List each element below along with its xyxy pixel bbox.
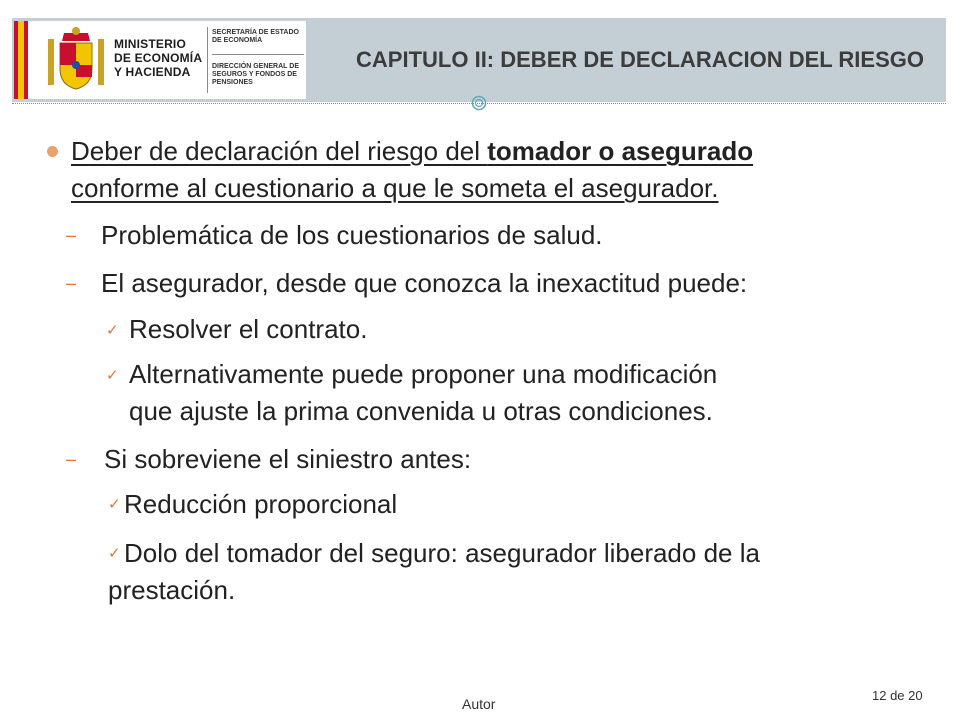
check-item-1: Resolver el contrato. xyxy=(129,314,368,344)
dash-icon: – xyxy=(66,273,77,293)
check-item-4-line-1: Dolo del tomador del seguro: asegurador liberado de la xyxy=(124,538,760,568)
check-icon: ✓ xyxy=(106,322,119,339)
check-icon: ✓ xyxy=(108,545,121,562)
secretaria-name: SECRETARÍA DE ESTADO DE ECONOMÍA xyxy=(212,29,299,44)
dash-icon: – xyxy=(66,449,77,469)
ministry-name: MINISTERIO DE ECONOMÍA Y HACIENDA xyxy=(114,37,202,79)
slide-title: CAPITULO II: DEBER DE DECLARACION DEL RIESGO xyxy=(356,47,924,72)
dash-icon: – xyxy=(66,225,77,245)
check-item-4-line-2: prestación. xyxy=(108,575,236,605)
direccion-name: DIRECCIÓN GENERAL DE SEGUROS Y FONDOS DE PENSIONES xyxy=(212,63,299,86)
check-item-3: Reducción proporcional xyxy=(124,489,398,519)
check-item-2-line-1: Alternativamente puede proponer una modificación xyxy=(129,359,718,389)
bullet-text: Deber de declaración del riesgo del xyxy=(71,136,488,166)
check-item-2-line-2: que ajuste la prima convenida u otras condiciones. xyxy=(129,396,713,426)
sub-item-1: Problemática de los cuestionarios de salud. xyxy=(101,220,603,250)
bullet-line-2: conforme al cuestionario a que le someta el asegurador. xyxy=(71,173,719,203)
bullet-icon xyxy=(47,146,58,157)
bullet-line-1 xyxy=(71,136,753,166)
sub-item-3: Si sobreviene el siniestro antes: xyxy=(104,444,472,474)
check-icon: ✓ xyxy=(106,367,119,384)
page-number: 12 de 20 xyxy=(872,688,923,703)
sub-item-2: El asegurador, desde que conozca la inexactitud puede: xyxy=(101,268,748,298)
check-icon: ✓ xyxy=(108,496,121,513)
bullet-bold-text: tomador o asegurado xyxy=(487,136,754,166)
footer-author: Autor xyxy=(462,696,496,712)
